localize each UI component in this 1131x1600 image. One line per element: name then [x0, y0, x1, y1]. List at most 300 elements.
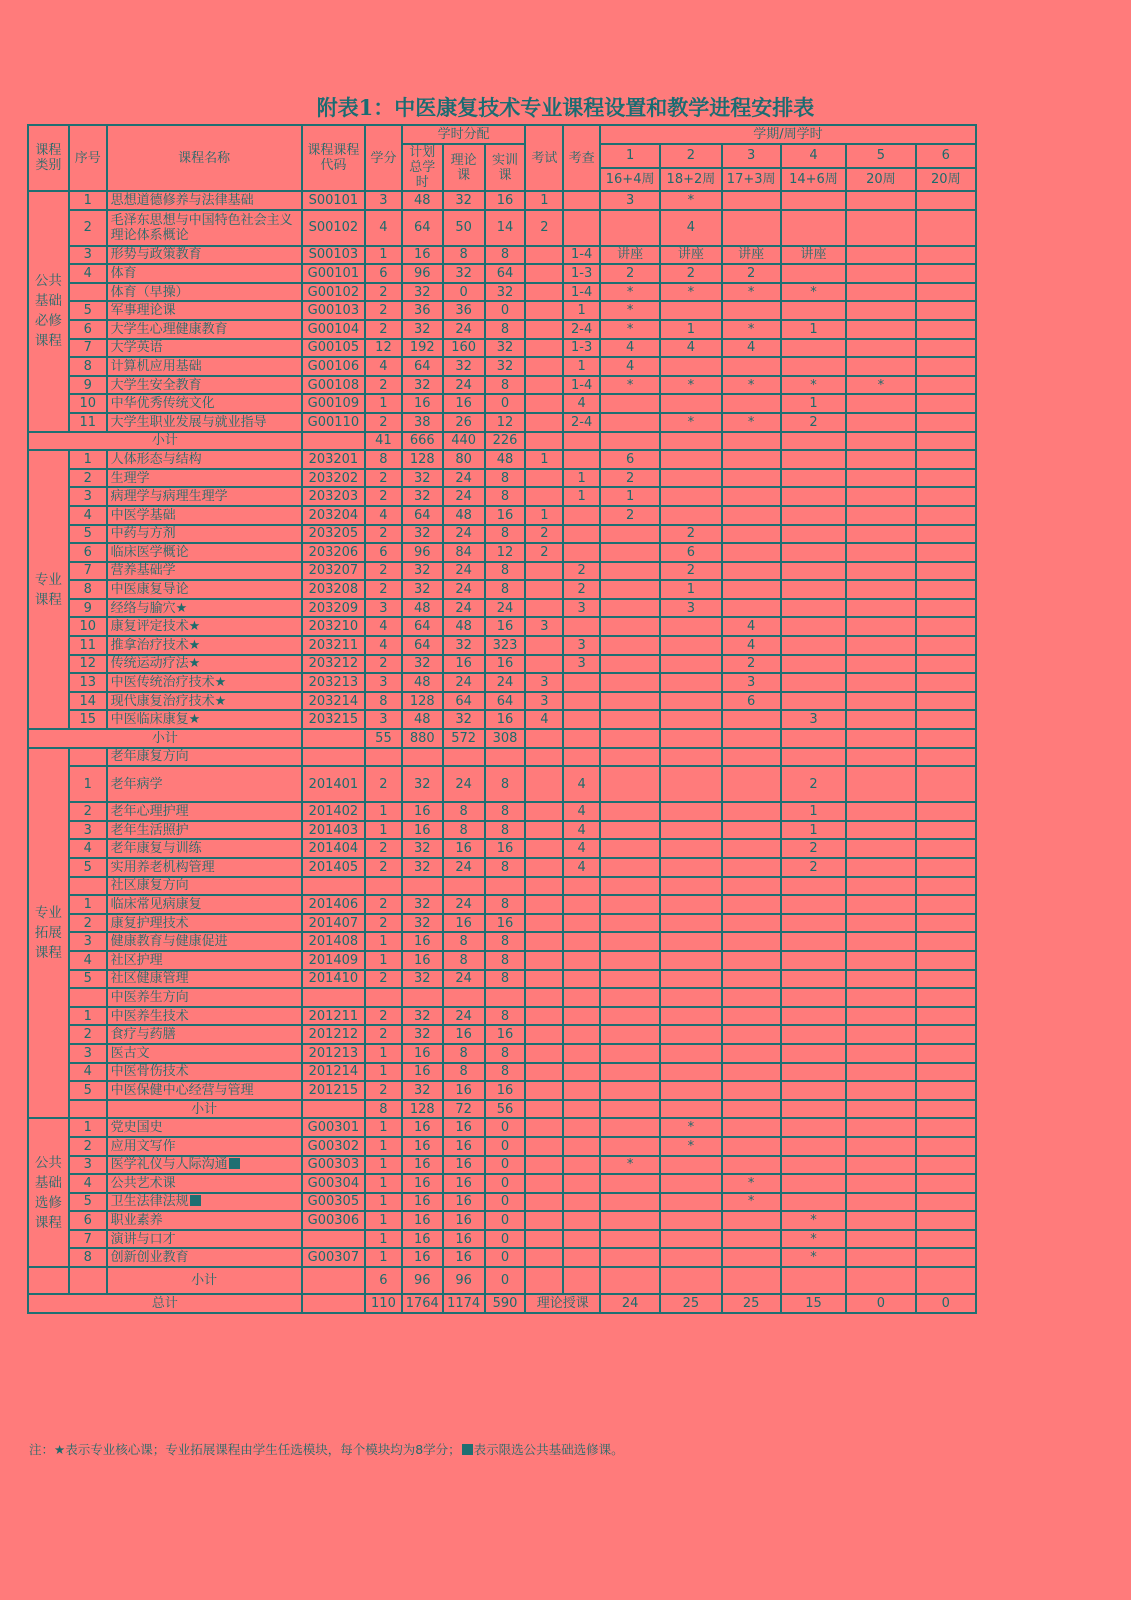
empty-cell: [781, 1267, 846, 1294]
course-total: 96: [402, 543, 443, 562]
course-theory: 24: [443, 970, 485, 989]
course-total: 32: [402, 283, 443, 302]
course-total: 96: [402, 264, 443, 283]
course-practice: 16: [485, 617, 526, 636]
course-row: [28, 1248, 976, 1267]
course-seq: 6: [69, 1211, 107, 1230]
course-seq: 2: [69, 1025, 107, 1044]
course-seq: 1: [69, 766, 107, 802]
course-exam: [525, 1007, 563, 1026]
semester-hours: [846, 1248, 915, 1267]
course-credit: 2: [365, 1025, 402, 1044]
course-theory: 26: [443, 413, 485, 432]
course-check: 3: [563, 655, 600, 674]
course-row: [28, 617, 976, 636]
empty-cell: [443, 988, 485, 1007]
semester-hours: [781, 339, 846, 358]
semester-hours: 1: [781, 394, 846, 413]
course-seq: 2: [69, 802, 107, 821]
course-practice: 8: [485, 821, 526, 840]
semester-hours: 4: [660, 339, 721, 358]
course-theory: 16: [443, 1211, 485, 1230]
course-credit: 4: [365, 636, 402, 655]
subtotal-total: 128: [402, 1100, 443, 1119]
semester-hours: [600, 413, 660, 432]
semester-hours: [722, 210, 781, 246]
course-row: [28, 487, 976, 506]
semester-hours: [660, 636, 721, 655]
semester-hours: [916, 283, 976, 302]
course-practice: 0: [485, 1211, 526, 1230]
empty-cell: [600, 988, 660, 1007]
semester-hours: [722, 580, 781, 599]
course-credit: 2: [365, 487, 402, 506]
semester-hours: [660, 895, 721, 914]
course-total: 48: [402, 599, 443, 618]
empty-cell: [846, 432, 915, 451]
semester-hours: [846, 339, 915, 358]
semester-hours: [600, 1007, 660, 1026]
course-name-text: 临床常见病康复: [110, 896, 202, 912]
semester-hours: [846, 914, 915, 933]
subtotal-label: 小计: [107, 1267, 302, 1294]
subtotal-code: [302, 1267, 365, 1294]
course-code: G00306: [302, 1211, 365, 1230]
empty-cell: [600, 729, 660, 748]
empty-cell: [916, 748, 976, 767]
course-name-text: 食疗与药膳: [110, 1027, 176, 1043]
direction-row: [28, 988, 976, 1007]
course-name: [107, 191, 302, 210]
semester-hours: [722, 450, 781, 469]
course-practice: 0: [485, 1174, 526, 1193]
course-name: [107, 210, 302, 246]
course-name: [107, 301, 302, 320]
course-check: [563, 525, 600, 544]
course-seq: 3: [69, 821, 107, 840]
course-seq: 1: [69, 895, 107, 914]
course-check: 4: [563, 802, 600, 821]
empty-cell: [485, 748, 526, 767]
course-total: 32: [402, 469, 443, 488]
semester-hours: [600, 932, 660, 951]
course-theory: 8: [443, 821, 485, 840]
course-credit: 1: [365, 1211, 402, 1230]
semester-hours: [916, 450, 976, 469]
course-check: [563, 506, 600, 525]
course-theory: 8: [443, 1063, 485, 1082]
course-exam: [525, 970, 563, 989]
course-check: [563, 1137, 600, 1156]
course-exam: 2: [525, 210, 563, 246]
semester-hours: [600, 839, 660, 858]
course-code: 201212: [302, 1025, 365, 1044]
course-row: [28, 283, 976, 302]
semester-hours: 2: [660, 525, 721, 544]
course-check: [563, 951, 600, 970]
course-name-text: 大学生职业发展与就业指导: [110, 414, 267, 430]
semester-hours: [916, 766, 976, 802]
direction-row: [28, 748, 976, 767]
course-credit: 1: [365, 1156, 402, 1175]
empty-cell: [485, 877, 526, 896]
semester-hours: [846, 506, 915, 525]
header-hours-group: 学时分配: [402, 125, 526, 144]
course-theory: 24: [443, 766, 485, 802]
total-semester-hours: 25: [660, 1294, 721, 1313]
course-check: [563, 450, 600, 469]
course-seq: 3: [69, 246, 107, 265]
header-category: 课程类别: [28, 125, 69, 191]
empty-cell: [600, 748, 660, 767]
total-semester-hours: 24: [600, 1294, 660, 1313]
course-seq: 5: [69, 970, 107, 989]
course-total: 32: [402, 655, 443, 674]
course-exam: 1: [525, 506, 563, 525]
semester-hours: 6: [600, 450, 660, 469]
course-practice: 64: [485, 264, 526, 283]
semester-hours: [722, 357, 781, 376]
course-code: G00108: [302, 376, 365, 395]
course-total: 32: [402, 914, 443, 933]
course-practice: 32: [485, 339, 526, 358]
total-semester-hours: 0: [846, 1294, 915, 1313]
course-name: [107, 636, 302, 655]
course-code: 203213: [302, 673, 365, 692]
course-credit: 2: [365, 1081, 402, 1100]
semester-hours: [846, 710, 915, 729]
total-exam-label: 理论授课: [525, 1294, 600, 1313]
course-total: 32: [402, 580, 443, 599]
course-practice: 16: [485, 191, 526, 210]
header-theory: 理论课: [443, 144, 485, 191]
semester-hours: *: [600, 376, 660, 395]
empty-cell: [660, 748, 721, 767]
course-seq: 3: [69, 487, 107, 506]
empty-cell: [365, 748, 402, 767]
course-name: [107, 1044, 302, 1063]
course-total: 32: [402, 376, 443, 395]
semester-hours: [781, 599, 846, 618]
course-total: 32: [402, 1007, 443, 1026]
subtotal-theory: 96: [443, 1267, 485, 1294]
course-exam: 4: [525, 710, 563, 729]
course-seq: 2: [69, 469, 107, 488]
course-row: [28, 1081, 976, 1100]
semester-hours: [781, 357, 846, 376]
course-seq: 5: [69, 858, 107, 877]
semester-hours: 2: [781, 858, 846, 877]
header-weeks: 20周: [916, 168, 976, 192]
course-name-text: 营养基础学: [110, 563, 176, 579]
semester-hours: [660, 821, 721, 840]
semester-hours: [660, 710, 721, 729]
semester-hours: [660, 932, 721, 951]
semester-hours: [846, 1137, 915, 1156]
semester-hours: [916, 1025, 976, 1044]
semester-hours: [916, 692, 976, 711]
semester-hours: [600, 895, 660, 914]
empty-cell: [916, 432, 976, 451]
course-row: [28, 970, 976, 989]
course-exam: 3: [525, 617, 563, 636]
course-theory: 16: [443, 1118, 485, 1137]
semester-hours: [916, 821, 976, 840]
course-name-text: 大学生安全教育: [110, 377, 202, 393]
course-credit: 12: [365, 339, 402, 358]
semester-hours: [660, 1211, 721, 1230]
course-practice: 8: [485, 525, 526, 544]
course-credit: 2: [365, 376, 402, 395]
semester-hours: [846, 821, 915, 840]
course-name: [107, 469, 302, 488]
course-row: [28, 1137, 976, 1156]
course-seq: 5: [69, 1081, 107, 1100]
semester-hours: [916, 1211, 976, 1230]
semester-hours: [600, 1248, 660, 1267]
empty-cell: [600, 432, 660, 451]
semester-hours: [660, 1174, 721, 1193]
empty-cell: [660, 1100, 721, 1119]
course-row: [28, 914, 976, 933]
course-total: 128: [402, 692, 443, 711]
course-exam: 2: [525, 525, 563, 544]
course-name: [107, 1081, 302, 1100]
course-name: [107, 525, 302, 544]
semester-hours: 4: [722, 636, 781, 655]
semester-hours: [722, 562, 781, 581]
course-seq: 4: [69, 264, 107, 283]
empty-cell: [69, 748, 107, 767]
course-name: [107, 450, 302, 469]
course-code: G00109: [302, 394, 365, 413]
course-row: [28, 191, 976, 210]
course-practice: 0: [485, 394, 526, 413]
course-theory: 16: [443, 1230, 485, 1249]
course-check: [563, 932, 600, 951]
course-exam: 3: [525, 692, 563, 711]
total-row: [28, 1294, 976, 1313]
course-code: G00304: [302, 1174, 365, 1193]
header-semester: 2: [660, 144, 721, 168]
direction-label: 老年康复方向: [107, 748, 302, 767]
course-seq: 4: [69, 1174, 107, 1193]
semester-hours: [660, 858, 721, 877]
course-theory: 16: [443, 655, 485, 674]
empty-cell: [302, 748, 365, 767]
semester-hours: [916, 394, 976, 413]
course-name-text: 中医康复导论: [110, 582, 189, 598]
course-row: [28, 1174, 976, 1193]
semester-hours: [916, 673, 976, 692]
semester-hours: [722, 1137, 781, 1156]
course-code: 203215: [302, 710, 365, 729]
semester-hours: [600, 821, 660, 840]
semester-hours: [916, 562, 976, 581]
course-name: [107, 1007, 302, 1026]
course-practice: 16: [485, 839, 526, 858]
course-name: [107, 839, 302, 858]
subtotal-label: 小计: [107, 1100, 302, 1119]
course-seq: 8: [69, 357, 107, 376]
course-name: [107, 692, 302, 711]
subtotal-theory: 440: [443, 432, 485, 451]
empty-cell: [722, 432, 781, 451]
course-practice: 8: [485, 562, 526, 581]
semester-hours: [600, 655, 660, 674]
semester-hours: [916, 932, 976, 951]
subtotal-row: [28, 729, 976, 748]
course-check: [563, 543, 600, 562]
empty-cell: [916, 1267, 976, 1294]
semester-hours: [600, 1211, 660, 1230]
course-check: 1-4: [563, 246, 600, 265]
course-code: G00305: [302, 1193, 365, 1212]
course-check: [563, 1025, 600, 1044]
header-semester-group: 学期/周学时: [600, 125, 976, 144]
course-code: 203209: [302, 599, 365, 618]
semester-hours: 4: [722, 339, 781, 358]
empty-cell: [563, 1100, 600, 1119]
course-code: 201410: [302, 970, 365, 989]
header-practice: 实训课: [485, 144, 526, 191]
semester-hours: [781, 1063, 846, 1082]
course-theory: 24: [443, 562, 485, 581]
semester-hours: [600, 858, 660, 877]
course-seq: 6: [69, 320, 107, 339]
course-code: G00102: [302, 283, 365, 302]
course-code: S00102: [302, 210, 365, 246]
semester-hours: [600, 394, 660, 413]
semester-hours: [600, 1230, 660, 1249]
course-row: [28, 839, 976, 858]
course-name: [107, 339, 302, 358]
semester-hours: [916, 1193, 976, 1212]
empty-cell: [722, 877, 781, 896]
semester-hours: [781, 895, 846, 914]
semester-hours: [846, 191, 915, 210]
semester-hours: 1: [660, 580, 721, 599]
course-check: [563, 191, 600, 210]
semester-hours: [722, 487, 781, 506]
course-practice: 16: [485, 914, 526, 933]
semester-hours: [781, 673, 846, 692]
course-row: [28, 821, 976, 840]
semester-hours: [722, 1248, 781, 1267]
course-exam: [525, 283, 563, 302]
semester-hours: [600, 562, 660, 581]
semester-hours: [916, 525, 976, 544]
course-theory: 16: [443, 1137, 485, 1156]
semester-hours: [916, 1137, 976, 1156]
course-name-text: 思想道德修养与法律基础: [110, 192, 254, 208]
semester-hours: [781, 487, 846, 506]
semester-hours: [781, 951, 846, 970]
semester-hours: *: [660, 1118, 721, 1137]
semester-hours: 4: [660, 210, 721, 246]
empty-cell: [563, 729, 600, 748]
empty-cell: [722, 1267, 781, 1294]
semester-hours: *: [660, 376, 721, 395]
header-weeks: 20周: [846, 168, 915, 192]
course-check: [563, 692, 600, 711]
semester-hours: [722, 1007, 781, 1026]
course-name-text: 病理学与病理生理学: [110, 489, 228, 505]
semester-hours: [722, 525, 781, 544]
course-credit: 1: [365, 394, 402, 413]
course-row: [28, 1007, 976, 1026]
course-exam: [525, 1248, 563, 1267]
course-code: 203211: [302, 636, 365, 655]
course-practice: 8: [485, 469, 526, 488]
semester-hours: 2: [722, 655, 781, 674]
empty-cell: [525, 988, 563, 1007]
course-code: S00101: [302, 191, 365, 210]
course-name: [107, 543, 302, 562]
course-name-text: 演讲与口才: [110, 1231, 176, 1247]
course-theory: 160: [443, 339, 485, 358]
semester-hours: [916, 1174, 976, 1193]
course-row: [28, 1230, 976, 1249]
course-credit: 1: [365, 1063, 402, 1082]
course-name: [107, 932, 302, 951]
course-check: 4: [563, 766, 600, 802]
empty-cell: [781, 432, 846, 451]
course-credit: 2: [365, 895, 402, 914]
semester-hours: [781, 914, 846, 933]
course-exam: [525, 636, 563, 655]
course-seq: 1: [69, 450, 107, 469]
course-name-text: 中华优秀传统文化: [110, 396, 215, 412]
course-name: [107, 506, 302, 525]
semester-hours: [722, 394, 781, 413]
course-row: [28, 543, 976, 562]
course-row: [28, 1044, 976, 1063]
course-name-text: 人体形态与结构: [110, 451, 202, 467]
course-code: 201405: [302, 858, 365, 877]
semester-hours: [660, 1007, 721, 1026]
course-total: 192: [402, 339, 443, 358]
semester-hours: *: [781, 1211, 846, 1230]
course-row: [28, 766, 976, 802]
course-seq: 8: [69, 580, 107, 599]
direction-label: 社区康复方向: [107, 877, 302, 896]
course-total: 38: [402, 413, 443, 432]
course-name: [107, 376, 302, 395]
course-name: [107, 802, 302, 821]
course-name: [107, 617, 302, 636]
semester-hours: [916, 599, 976, 618]
course-total: 16: [402, 246, 443, 265]
course-code: 201403: [302, 821, 365, 840]
course-code: G00301: [302, 1118, 365, 1137]
course-practice: 12: [485, 543, 526, 562]
category-label: 专业拓展课程: [28, 748, 69, 1119]
semester-hours: [660, 951, 721, 970]
semester-hours: [660, 487, 721, 506]
course-total: 16: [402, 821, 443, 840]
subtotal-total: 880: [402, 729, 443, 748]
semester-hours: [781, 210, 846, 246]
subtotal-practice: 308: [485, 729, 526, 748]
course-code: G00104: [302, 320, 365, 339]
course-name-text: 计算机应用基础: [110, 358, 202, 374]
course-practice: 8: [485, 858, 526, 877]
course-theory: 16: [443, 839, 485, 858]
course-exam: [525, 655, 563, 674]
course-practice: 48: [485, 450, 526, 469]
subtotal-code: [302, 1100, 365, 1119]
